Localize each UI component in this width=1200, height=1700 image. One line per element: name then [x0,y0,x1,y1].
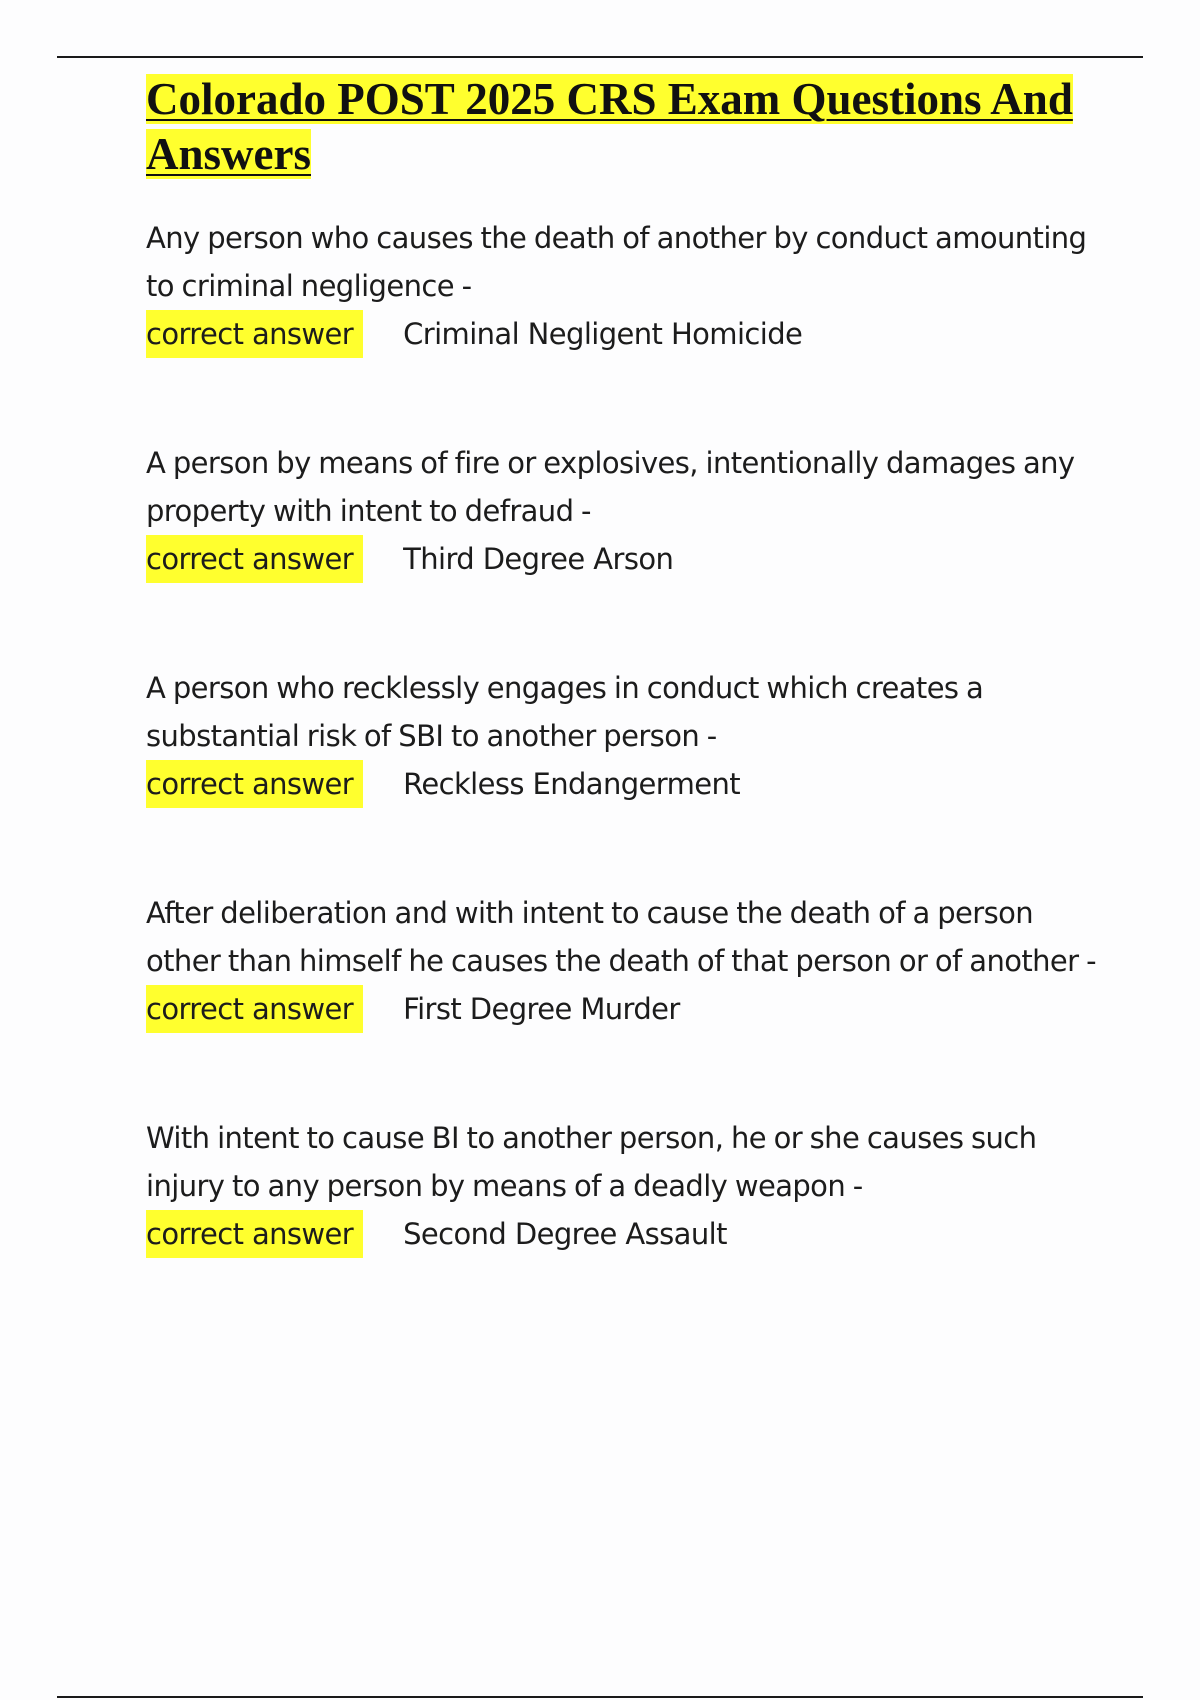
answer-row [146,535,1106,583]
answer-row [146,310,1106,358]
document-title-text: Colorado POST 2025 CRS Exam Questions And Answers [146,74,1073,179]
document-title [146,72,1106,182]
answer-row [146,985,1106,1033]
correct-answer-label: correct answer [146,535,363,583]
answer-text: Reckless Endangerment [403,767,741,801]
correct-answer-label: correct answer [146,985,363,1033]
qa-item [146,889,1106,1033]
document-body [146,72,1106,1258]
qa-item [146,214,1106,358]
answer-text: First Degree Murder [403,992,680,1026]
question-text: With intent to cause BI to another person, he or she causes such injury to any person by means of a deadly weapon - [146,1121,1037,1203]
answer-text: Third Degree Arson [403,542,674,576]
question-text: A person by means of fire or explosives, intentionally damages any property with intent to defraud - [146,446,1075,528]
qa-item [146,1114,1106,1258]
qa-item [146,664,1106,808]
header-rule [57,56,1143,58]
question-text: Any person who causes the death of another by conduct amounting to criminal negligence - [146,221,1087,303]
correct-answer-label: correct answer [146,760,363,808]
answer-row [146,1210,1106,1258]
correct-answer-label: correct answer [146,1210,363,1258]
correct-answer-label: correct answer [146,310,363,358]
answer-row [146,760,1106,808]
answer-text: Second Degree Assault [403,1217,727,1251]
footer-rule [57,1696,1143,1698]
qa-item [146,439,1106,583]
question-text: After deliberation and with intent to cause the death of a person other than himself he causes the death of that person or of another - [146,896,1096,978]
question-text: A person who recklessly engages in conduct which creates a substantial risk of SBI to another person - [146,671,984,753]
answer-text: Criminal Negligent Homicide [403,317,803,351]
